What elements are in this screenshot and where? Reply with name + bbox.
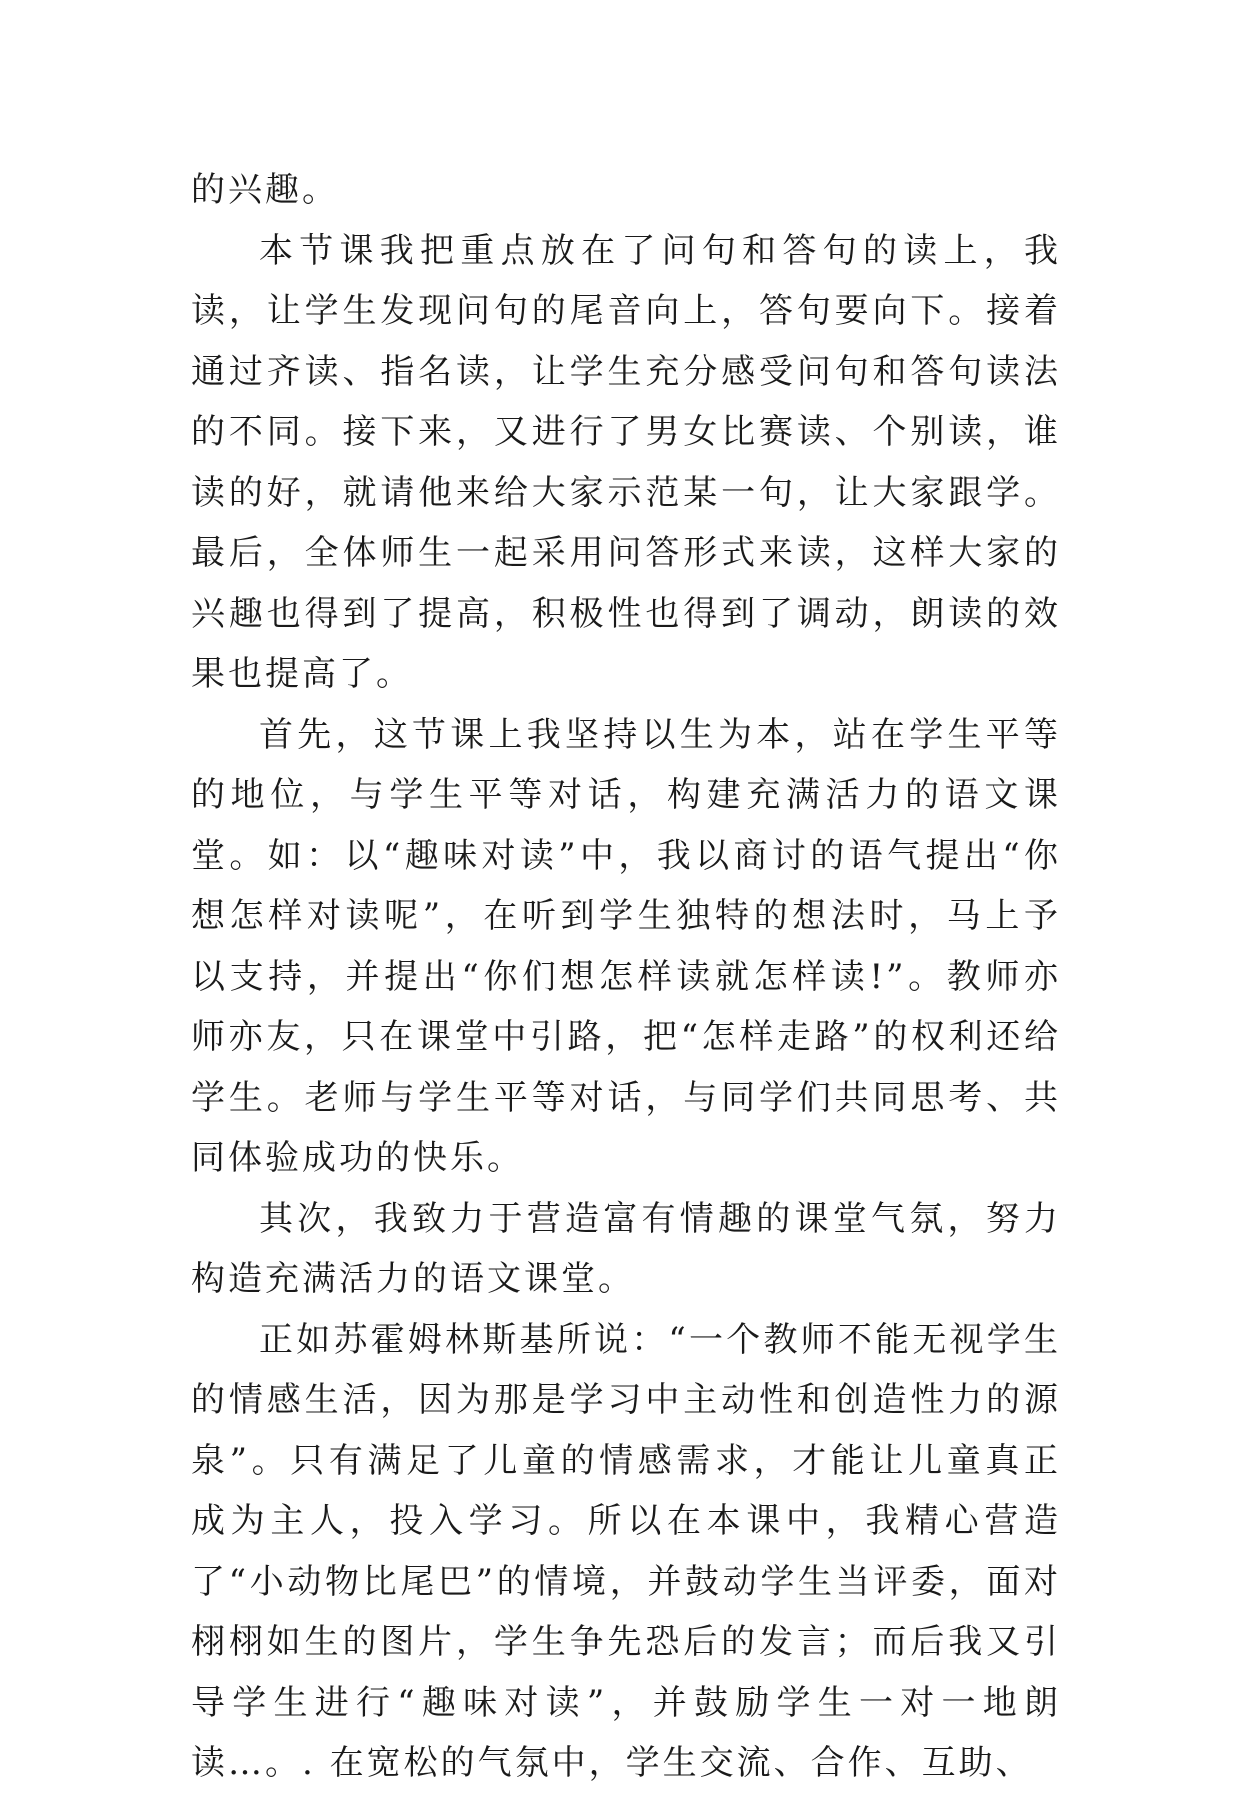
document-body (191, 160, 1061, 1794)
paragraph-1: 的兴趣。 (191, 170, 339, 210)
paragraph-5: 正如苏霍姆林斯基所说：“一个教师不能无视学生的情感生活，因为那是学习中主动性和创造性力的源泉”。只有满足了儿童的情感需求，才能让儿童真正成为主人，投入学习。所以在本课中，我精心营造了“小动物比尾巴”的情境，并鼓动学生当评委，面对栩栩如生的图片，学生争先恐后的发言；而后我又引导学生进行“趣味对读”，并鼓励学生一对一地朗读…。. 在宽松的气氛中，学生交流、合作、互助、 (191, 1319, 1061, 1783)
paragraph-2: 本节课我把重点放在了问句和答句的读上，我读，让学生发现问句的尾音向上，答句要向下。接着通过齐读、指名读，让学生充分感受问句和答句读法的不同。接下来，又进行了男女比赛读、个别读，谁读的好，就请他来给大家示范某一句，让大家跟学。最后，全体师生一起采用问答形式来读，这样大家的兴趣也得到了提高，积极性也得到了调动，朗读的效果也提高了。 (191, 230, 1061, 694)
paragraph-4: 其次，我致力于营造富有情趣的课堂气氛，努力构造充满活力的语文课堂。 (191, 1198, 1061, 1299)
paragraph-3: 首先，这节课上我坚持以生为本，站在学生平等的地位，与学生平等对话，构建充满活力的语文课堂。如：以“趣味对读”中，我以商讨的语气提出“你想怎样对读呢”，在听到学生独特的想法时，马上予以支持，并提出“你们想怎样读就怎样读!”。教师亦师亦友，只在课堂中引路，把“怎样走路”的权利还给学生。老师与学生平等对话，与同学们共同思考、共同体验成功的快乐。 (191, 714, 1061, 1178)
